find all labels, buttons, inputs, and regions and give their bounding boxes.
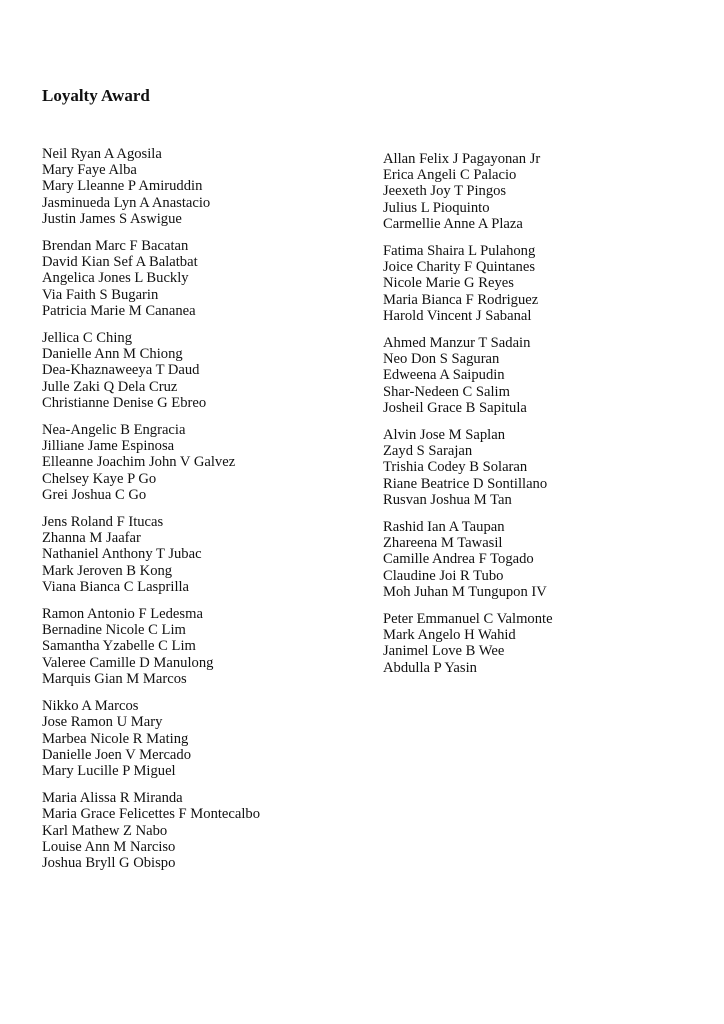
awardee-name: Edweena A Saipudin (383, 367, 505, 384)
awardee-name: Moh Juhan M Tungupon IV (383, 583, 547, 600)
awardee-name: Fatima Shaira L Pulahong (383, 243, 536, 260)
awardee-name: Louise Ann M Narciso (42, 838, 176, 855)
awardee-name: Ahmed Manzur T Sadain (383, 335, 531, 352)
awardee-name: Dea-Khaznaweeya T Daud (42, 362, 200, 379)
awardee-name: Justin James S Aswigue (42, 210, 182, 227)
awardee-name: Mary Faye Alba (42, 162, 137, 179)
name-group (42, 790, 372, 871)
awardee-name: Ramon Antonio F Ledesma (42, 606, 203, 623)
name-group (42, 606, 372, 687)
awardee-name: Trishia Codey B Solaran (383, 459, 528, 476)
awardee-name: Maria Grace Felicettes F Montecalbo (42, 806, 261, 823)
awardee-name: Valeree Camille D Manulong (42, 654, 214, 671)
name-group (383, 151, 713, 232)
awardee-name: Patricia Marie M Cananea (42, 302, 196, 319)
name-group (383, 519, 713, 600)
name-group (383, 243, 713, 324)
awardee-name: Jeexeth Joy T Pingos (383, 183, 507, 200)
awardee-name: Janimel Love B Wee (383, 643, 505, 660)
awardee-name: Mark Jeroven B Kong (42, 562, 173, 579)
name-group (42, 330, 372, 411)
awardee-name: Harold Vincent J Sabanal (383, 307, 532, 324)
name-group (383, 611, 713, 676)
awardee-name: Christianne Denise G Ebreo (42, 394, 207, 411)
awardee-name: Nea-Angelic B Engracia (42, 422, 186, 439)
awardee-name: Bernadine Nicole C Lim (42, 622, 186, 639)
awardee-name: Julius L Pioquinto (383, 199, 490, 216)
name-group (383, 427, 713, 508)
awardee-name: Danielle Joen V Mercado (42, 746, 192, 763)
awardee-name: Riane Beatrice D Sontillano (383, 475, 548, 492)
awardee-name: Claudine Joi R Tubo (383, 567, 504, 584)
awardee-name: Julle Zaki Q Dela Cruz (42, 378, 178, 395)
awardee-name: Maria Bianca F Rodriguez (383, 291, 539, 308)
awardee-name: Danielle Ann M Chiong (42, 346, 183, 363)
awardee-name: Joice Charity F Quintanes (383, 259, 535, 276)
right-column (383, 151, 713, 687)
awardee-name: Mary Lleanne P Amiruddin (42, 178, 203, 195)
name-group (42, 698, 372, 779)
awardee-name: Camille Andrea F Togado (383, 551, 534, 568)
awardee-name: Joshua Bryll G Obispo (42, 854, 176, 871)
awardee-name: Samantha Yzabelle C Lim (42, 638, 196, 655)
left-column (42, 146, 372, 882)
awardee-name: Jens Roland F Itucas (42, 514, 164, 531)
awardee-name: Peter Emmanuel C Valmonte (383, 611, 553, 628)
awardee-name: Marbea Nicole R Mating (42, 730, 189, 747)
awardee-name: Viana Bianca C Lasprilla (42, 578, 190, 595)
awardee-name: Rashid Ian A Taupan (383, 519, 505, 536)
awardee-name: Mary Lucille P Miguel (42, 762, 176, 779)
awardee-name: Angelica Jones L Buckly (42, 270, 189, 287)
awardee-name: Neo Don S Saguran (383, 351, 500, 368)
awardee-name: Zayd S Sarajan (383, 443, 473, 460)
awardee-name: Elleanne Joachim John V Galvez (42, 454, 236, 471)
awardee-name: Carmellie Anne A Plaza (383, 215, 523, 232)
awardee-name: Grei Joshua C Go (42, 486, 147, 503)
awardee-name: Allan Felix J Pagayonan Jr (383, 151, 541, 167)
name-group (42, 422, 372, 503)
awardee-name: Alvin Jose M Saplan (383, 427, 506, 444)
awardee-name: Karl Mathew Z Nabo (42, 822, 168, 839)
name-group (42, 514, 372, 595)
awardee-name: Via Faith S Bugarin (42, 286, 159, 303)
awardee-name: Rusvan Joshua M Tan (383, 491, 512, 508)
awardee-name: Abdulla P Yasin (383, 659, 477, 676)
awardee-name: Jilliane Jame Espinosa (42, 438, 175, 455)
awardee-name: Nicole Marie G Reyes (383, 275, 514, 292)
awardee-name: Neil Ryan A Agosila (42, 146, 162, 162)
awardee-name: Nathaniel Anthony T Jubac (42, 546, 202, 563)
awardee-name: Jasminueda Lyn A Anastacio (42, 194, 211, 211)
name-group (42, 238, 372, 319)
awardee-name: Nikko A Marcos (42, 698, 139, 715)
awardee-name: Zhareena M Tawasil (383, 535, 503, 552)
name-group (383, 335, 713, 416)
awardee-name: Maria Alissa R Miranda (42, 790, 183, 807)
awardee-name: Chelsey Kaye P Go (42, 470, 157, 487)
page-title: Loyalty Award (42, 86, 150, 105)
awardee-name: Brendan Marc F Bacatan (42, 238, 189, 255)
awardee-name: Mark Angelo H Wahid (383, 627, 516, 644)
awardee-name: Jose Ramon U Mary (42, 714, 163, 731)
awardee-name: Marquis Gian M Marcos (42, 670, 187, 687)
awardee-name: Shar-Nedeen C Salim (383, 383, 510, 400)
awardee-name: Zhanna M Jaafar (42, 530, 141, 547)
awardee-name: Josheil Grace B Sapitula (383, 399, 527, 416)
awardee-name: David Kian Sef A Balatbat (42, 254, 198, 271)
name-group (42, 146, 372, 227)
awardee-name: Jellica C Ching (42, 330, 132, 347)
awardee-name: Erica Angeli C Palacio (383, 167, 517, 184)
